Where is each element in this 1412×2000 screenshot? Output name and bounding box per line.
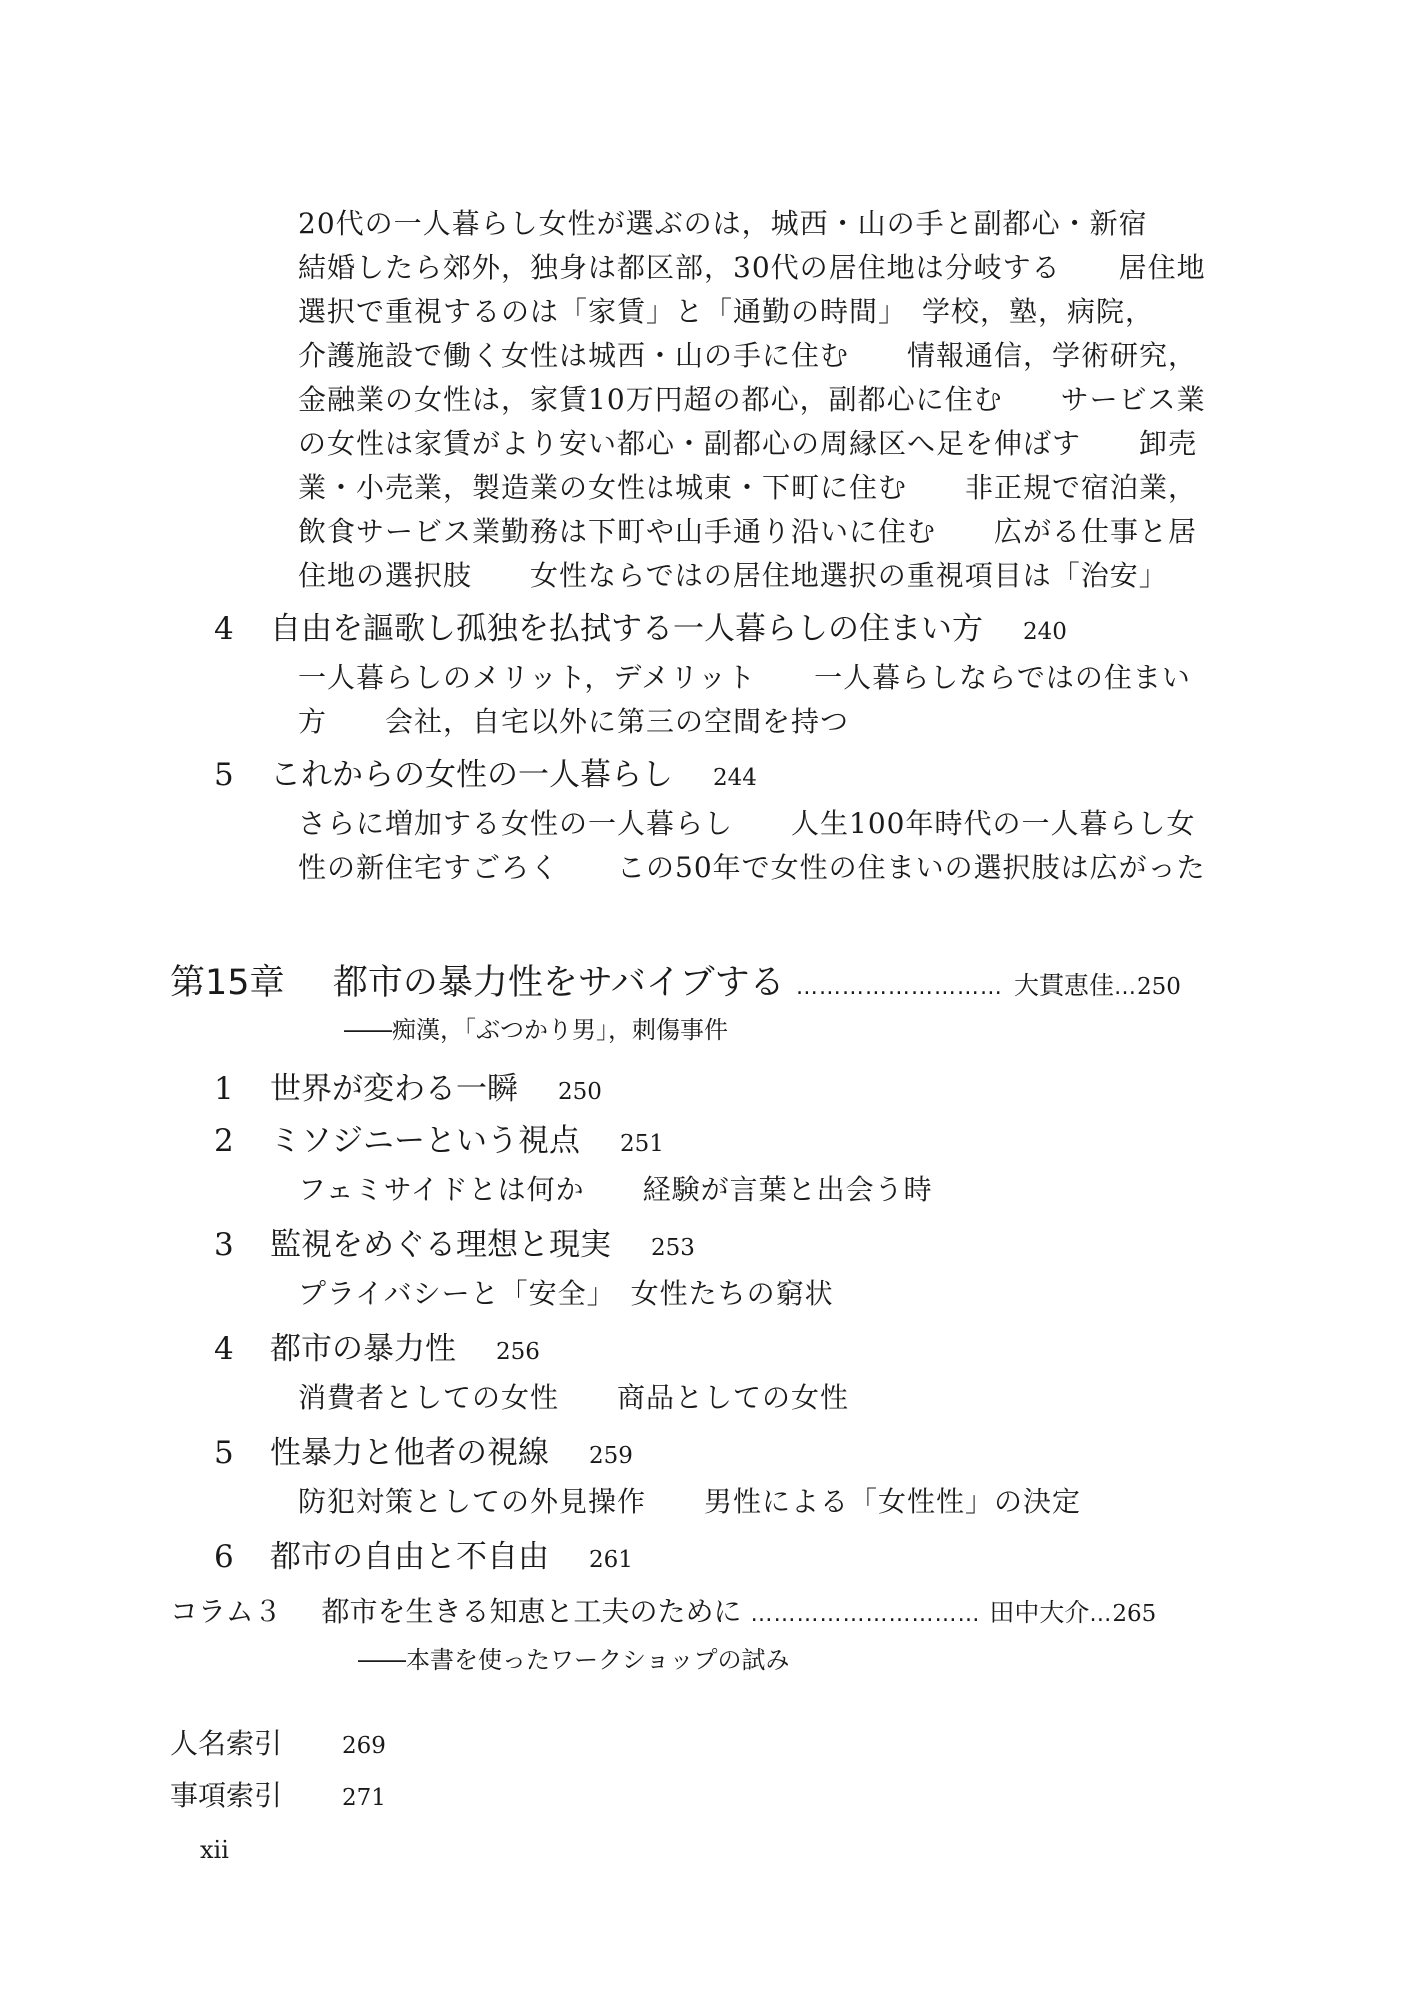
toc-sub-line: 選択で重視するのは「家賃」と「通勤の時間」 学校，塾，病院， <box>298 295 1155 328</box>
leader-dots: … <box>1089 1602 1113 1627</box>
leader-dots: ………………………… <box>750 1602 981 1627</box>
toc-sub-line: さらに増加する女性の一人暮らし 人生100年時代の一人暮らし女 <box>298 807 1196 840</box>
toc-sub-line: 結婚したら郊外，独身は都区部，30代の居住地は分岐する 居住地 <box>298 251 1206 284</box>
toc-section-3[interactable] <box>214 1222 695 1271</box>
section-title: 都市の暴力性 <box>270 1331 456 1367</box>
toc-sub-line: 防犯対策としての外見操作 男性による「女性性」の決定 <box>298 1485 1082 1518</box>
section-number: 6 <box>214 1539 234 1575</box>
chapter-15-heading[interactable] <box>170 955 1181 1005</box>
chapter-subtitle: ――痴漢，「ぶつかり男」，刺傷事件 <box>344 1016 728 1044</box>
column-subtitle: ――本書を使ったワークショップの試み <box>358 1646 790 1674</box>
index-page: 271 <box>342 1785 386 1811</box>
section-number: 3 <box>214 1227 234 1263</box>
chapter-page: 250 <box>1136 974 1181 1000</box>
column-author: 田中大介 <box>989 1598 1090 1627</box>
index-label: 人名索引 <box>170 1727 283 1760</box>
column-title: 都市を生きる知恵と工夫のために <box>321 1595 742 1628</box>
toc-section-6[interactable] <box>214 1534 633 1583</box>
toc-sub-line: 業・小売業，製造業の女性は城東・下町に住む 非正規で宿泊業， <box>298 471 1198 504</box>
index-person[interactable] <box>170 1722 386 1762</box>
section-number: 1 <box>214 1071 234 1107</box>
toc-sub-line: 介護施設で働く女性は城西・山の手に住む 情報通信，学術研究， <box>298 339 1198 372</box>
leader-dots: ……………………… <box>795 975 1003 1000</box>
section-title: 性暴力と他者の視線 <box>270 1435 549 1471</box>
toc-section-4[interactable] <box>214 606 1067 655</box>
toc-sub-line: 20代の一人暮らし女性が選ぶのは，城西・山の手と副都心・新宿 <box>298 207 1148 240</box>
chapter-author: 大貫恵佳 <box>1013 971 1114 1000</box>
toc-sub-line: 金融業の女性は，家賃10万円超の都心，副都心に住む サービス業 <box>298 383 1206 416</box>
toc-sub-line: 飲食サービス業勤務は下町や山手通り沿いに住む 広がる仕事と居 <box>298 515 1198 548</box>
chapter-title: 都市の暴力性をサバイブする <box>332 963 785 1003</box>
section-title: 世界が変わる一瞬 <box>270 1071 518 1107</box>
section-page: 259 <box>589 1443 633 1469</box>
toc-sub-line: 消費者としての女性 商品としての女性 <box>298 1381 850 1414</box>
column-label: コラム３ <box>170 1595 282 1628</box>
chapter-label: 第15章 <box>170 963 285 1003</box>
section-title: 自由を謳歌し孤独を払拭する一人暮らしの住まい方 <box>270 611 983 647</box>
toc-sub-line: プライバシーと「安全」 女性たちの窮状 <box>298 1277 834 1310</box>
toc-section-5[interactable] <box>214 752 757 801</box>
toc-sub-line: フェミサイドとは何か 経験が言葉と出会う時 <box>298 1173 933 1206</box>
leader-dots: … <box>1113 975 1137 1000</box>
section-title: 監視をめぐる理想と現実 <box>270 1227 611 1263</box>
index-subject[interactable] <box>170 1774 386 1814</box>
section-page: 256 <box>496 1339 540 1365</box>
index-page: 269 <box>342 1733 386 1759</box>
toc-sub-line: の女性は家賃がより安い都心・副都心の周縁区へ足を伸ばす 卸売 <box>298 427 1198 460</box>
section-page: 253 <box>651 1235 695 1261</box>
column-3-heading[interactable] <box>170 1590 1156 1630</box>
toc-section-2[interactable] <box>214 1118 664 1167</box>
section-number: 2 <box>214 1123 234 1159</box>
section-number: 5 <box>214 757 234 793</box>
toc-sub-line: 一人暮らしのメリット，デメリット 一人暮らしならではの住まい <box>298 661 1191 694</box>
section-title: ミソジニーという視点 <box>270 1123 580 1159</box>
section-page: 250 <box>558 1079 602 1105</box>
index-label: 事項索引 <box>170 1779 283 1812</box>
section-number: 4 <box>214 1331 234 1367</box>
section-page: 251 <box>620 1131 664 1157</box>
section-number: 5 <box>214 1435 234 1471</box>
page-folio: xii <box>200 1836 229 1864</box>
toc-sub-line: 住地の選択肢 女性ならではの居住地選択の重視項目は「治安」 <box>298 559 1168 592</box>
toc-section-1[interactable] <box>214 1066 602 1115</box>
section-page: 261 <box>589 1547 633 1573</box>
section-number: 4 <box>214 611 234 647</box>
toc-section-5[interactable] <box>214 1430 633 1479</box>
toc-sub-line: 方 会社，自宅以外に第三の空間を持つ <box>298 705 850 738</box>
column-page: 265 <box>1112 1601 1157 1627</box>
toc-sub-line: 性の新住宅すごろく この50年で女性の住まいの選択肢は広がった <box>298 851 1206 884</box>
toc-section-4[interactable] <box>214 1326 540 1375</box>
section-title: これからの女性の一人暮らし <box>270 757 673 793</box>
section-page: 244 <box>713 765 757 791</box>
section-title: 都市の自由と不自由 <box>270 1539 549 1575</box>
section-page: 240 <box>1023 619 1067 645</box>
